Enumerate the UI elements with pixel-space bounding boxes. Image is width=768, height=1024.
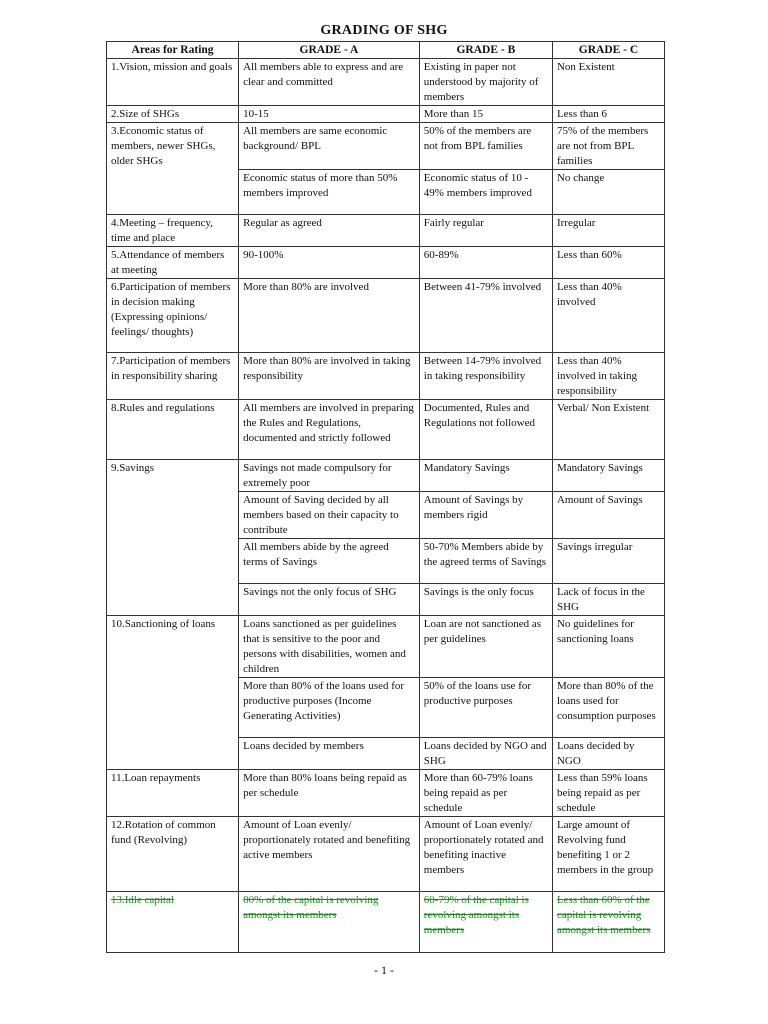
grade-b-cell-text: Documented, Rules and Regulations not followed xyxy=(423,402,536,429)
area-cell xyxy=(107,460,239,492)
grade-b-cell xyxy=(419,353,552,400)
grade-b-cell-text: Amount of Savings by members rigid xyxy=(423,494,524,521)
grade-c-cell-text: Less than 40% involved in taking responsibility xyxy=(556,355,637,397)
area-cell xyxy=(107,170,239,215)
grade-b-cell xyxy=(419,123,552,170)
grade-c-cell xyxy=(552,539,664,584)
grade-c-cell xyxy=(552,59,664,106)
grade-c-cell-text: Less than 60% xyxy=(556,249,622,261)
grade-c-cell-text: Large amount of Revolving fund benefiting 1 or 2 members in the group xyxy=(556,819,654,876)
area-cell xyxy=(107,279,239,353)
grade-b-cell xyxy=(419,616,552,678)
grade-b-cell xyxy=(419,460,552,492)
grade-c-cell xyxy=(552,247,664,279)
table-row xyxy=(107,460,665,492)
table-row xyxy=(107,123,665,170)
grade-c-cell xyxy=(552,770,664,817)
grading-table xyxy=(106,41,665,953)
grade-b-cell xyxy=(419,892,552,953)
grade-c-cell-text: Irregular xyxy=(556,217,596,229)
grade-b-cell xyxy=(419,215,552,247)
table-row xyxy=(107,170,665,215)
area-cell-text: 10.Sanctioning of loans xyxy=(111,618,216,630)
table-row xyxy=(107,353,665,400)
area-cell-text: 11.Loan repayments xyxy=(111,772,201,784)
grade-c-cell xyxy=(552,584,664,616)
grade-b-cell-text: Loans decided by NGO and SHG xyxy=(423,740,547,767)
grade-a-cell xyxy=(239,170,420,215)
grade-a-cell-text: All members able to express and are clear and committed xyxy=(243,61,404,88)
area-cell-text: 2.Size of SHGs xyxy=(111,108,180,120)
area-cell-text: 13.Idle capital xyxy=(111,894,174,906)
grade-a-cell xyxy=(239,59,420,106)
grade-c-cell xyxy=(552,400,664,460)
area-cell-text: 3.Economic status of members, newer SHGs, older SHGs xyxy=(111,125,216,167)
area-cell-text: 5.Attendance of members at meeting xyxy=(111,249,225,276)
area-cell xyxy=(107,738,239,770)
grade-a-cell xyxy=(239,400,420,460)
grade-b-cell xyxy=(419,59,552,106)
grade-a-cell xyxy=(239,738,420,770)
grade-c-cell-text: Loans decided by NGO xyxy=(556,740,635,767)
table-row xyxy=(107,678,665,738)
grade-c-cell-text: Amount of Savings xyxy=(556,494,643,506)
area-cell-text: 8.Rules and regulations xyxy=(111,402,215,414)
grade-a-cell xyxy=(239,353,420,400)
grade-a-cell-text: 10-15 xyxy=(243,108,269,120)
grade-c-cell xyxy=(552,616,664,678)
grade-c-cell xyxy=(552,678,664,738)
grade-c-cell-text: Less than 60% of the capital is revolving amongst its members xyxy=(556,894,651,936)
grade-b-cell xyxy=(419,817,552,892)
grade-a-cell-text: All members are involved in preparing the Rules and Regulations, documented and strictly followed xyxy=(243,402,414,444)
grade-b-cell xyxy=(419,247,552,279)
area-cell-text: 9.Savings xyxy=(111,462,155,474)
area-cell xyxy=(107,106,239,123)
grade-b-cell xyxy=(419,584,552,616)
table-row xyxy=(107,492,665,539)
grade-b-cell-text: 50% of the members are not from BPL families xyxy=(423,125,532,152)
area-cell xyxy=(107,123,239,170)
table-row xyxy=(107,738,665,770)
header-areas: Areas for Rating xyxy=(107,42,239,59)
grade-b-cell xyxy=(419,106,552,123)
grade-b-cell-text: Existing in paper not understood by majority of members xyxy=(423,61,539,103)
grade-b-cell-text: Savings is the only focus xyxy=(423,586,534,598)
table-row xyxy=(107,247,665,279)
area-cell-text: 1.Vision, mission and goals xyxy=(111,61,233,73)
table-row xyxy=(107,59,665,106)
grade-a-cell-text: 80% of the capital is revolving amongst its members xyxy=(243,894,379,921)
grade-c-cell xyxy=(552,738,664,770)
grade-c-cell-text: No guidelines for sanctioning loans xyxy=(556,618,634,645)
grade-a-cell-text: Loans sanctioned as per guidelines that is sensitive to the poor and persons with disabilities, women and children xyxy=(243,618,406,675)
grade-a-cell-text: More than 80% loans being repaid as per schedule xyxy=(243,772,407,799)
table-row xyxy=(107,616,665,678)
grade-a-cell xyxy=(239,106,420,123)
area-cell xyxy=(107,353,239,400)
grade-c-cell xyxy=(552,123,664,170)
area-cell-text: 12.Rotation of common fund (Revolving) xyxy=(111,819,216,846)
grade-b-cell xyxy=(419,279,552,353)
grade-a-cell xyxy=(239,539,420,584)
grade-a-cell-text: More than 80% are involved in taking responsibility xyxy=(243,355,411,382)
area-cell-text: 4.Meeting – frequency, time and place xyxy=(111,217,213,244)
area-cell-text: 7.Participation of members in responsibility sharing xyxy=(111,355,231,382)
grade-a-cell-text: Regular as agreed xyxy=(243,217,322,229)
header-grade-a: GRADE - A xyxy=(239,42,420,59)
page-number: - 1 - xyxy=(374,963,394,977)
area-cell xyxy=(107,892,239,953)
grade-a-cell xyxy=(239,678,420,738)
grade-a-cell-text: Amount of Saving decided by all members based on their capacity to contribute xyxy=(243,494,399,536)
grade-c-cell xyxy=(552,215,664,247)
grade-b-cell-text: More than 60-79% loans being repaid as per schedule xyxy=(423,772,533,814)
grade-b-cell-text: Fairly regular xyxy=(423,217,484,229)
grade-c-cell xyxy=(552,892,664,953)
area-cell xyxy=(107,400,239,460)
grade-a-cell-text: Savings not made compulsory for extremely poor xyxy=(243,462,392,489)
table-row xyxy=(107,892,665,953)
grade-c-cell xyxy=(552,353,664,400)
area-cell xyxy=(107,215,239,247)
grade-a-cell-text: All members are same economic background/ BPL xyxy=(243,125,388,152)
area-cell xyxy=(107,770,239,817)
grade-a-cell xyxy=(239,584,420,616)
grade-b-cell-text: More than 15 xyxy=(423,108,484,120)
grade-c-cell-text: Less than 40% involved xyxy=(556,281,622,308)
grade-b-cell-text: Between 41-79% involved xyxy=(423,281,542,293)
grade-c-cell xyxy=(552,492,664,539)
grade-a-cell xyxy=(239,616,420,678)
grade-a-cell-text: Amount of Loan evenly/ proportionately rotated and benefiting active members xyxy=(243,819,411,861)
grade-c-cell-text: Savings irregular xyxy=(556,541,633,553)
grade-a-cell-text: Economic status of more than 50% members improved xyxy=(243,172,398,199)
grade-b-cell xyxy=(419,400,552,460)
grade-a-cell xyxy=(239,123,420,170)
grade-c-cell-text: Non Existent xyxy=(556,61,615,73)
grade-a-cell-text: More than 80% of the loans used for productive purposes (Income Generating Activities) xyxy=(243,680,405,722)
grade-c-cell xyxy=(552,279,664,353)
grade-a-cell xyxy=(239,460,420,492)
table-row xyxy=(107,770,665,817)
area-cell xyxy=(107,539,239,584)
grade-b-cell xyxy=(419,170,552,215)
table-row xyxy=(107,279,665,353)
grade-b-cell-text: Economic status of 10 - 49% members improved xyxy=(423,172,532,199)
page-title: GRADING OF SHG xyxy=(320,23,448,38)
grade-c-cell xyxy=(552,817,664,892)
grade-a-cell xyxy=(239,892,420,953)
table-row xyxy=(107,584,665,616)
grade-c-cell-text: Less than 6 xyxy=(556,108,608,120)
table-row xyxy=(107,400,665,460)
area-cell xyxy=(107,584,239,616)
table-row xyxy=(107,106,665,123)
grade-a-cell xyxy=(239,492,420,539)
grade-c-cell-text: Lack of focus in the SHG xyxy=(556,586,645,613)
table-row xyxy=(107,817,665,892)
grade-b-cell-text: Between 14-79% involved in taking responsibility xyxy=(423,355,542,382)
grade-b-cell-text: Amount of Loan evenly/ proportionately rotated and benefiting inactive members xyxy=(423,819,544,876)
area-cell xyxy=(107,616,239,678)
area-cell xyxy=(107,59,239,106)
header-grade-b: GRADE - B xyxy=(419,42,552,59)
grade-a-cell xyxy=(239,279,420,353)
grade-c-cell xyxy=(552,460,664,492)
grade-a-cell xyxy=(239,247,420,279)
area-cell xyxy=(107,678,239,738)
area-cell xyxy=(107,817,239,892)
grade-c-cell-text: Mandatory Savings xyxy=(556,462,643,474)
area-cell xyxy=(107,492,239,539)
area-cell xyxy=(107,247,239,279)
grade-b-cell-text: Mandatory Savings xyxy=(423,462,510,474)
header-grade-c: GRADE - C xyxy=(552,42,664,59)
grade-c-cell-text: Less than 59% loans being repaid as per schedule xyxy=(556,772,648,814)
grade-c-cell xyxy=(552,170,664,215)
grade-b-cell xyxy=(419,492,552,539)
grade-b-cell-text: Loan are not sanctioned as per guidelines xyxy=(423,618,542,645)
grade-a-cell-text: All members abide by the agreed terms of Savings xyxy=(243,541,389,568)
table-header-row xyxy=(107,42,665,59)
grade-c-cell-text: Verbal/ Non Existent xyxy=(556,402,650,414)
grade-c-cell-text: More than 80% of the loans used for consumption purposes xyxy=(556,680,656,722)
grade-a-cell-text: More than 80% are involved xyxy=(243,281,369,293)
grade-b-cell xyxy=(419,678,552,738)
grade-b-cell xyxy=(419,539,552,584)
table-row xyxy=(107,215,665,247)
grade-a-cell xyxy=(239,770,420,817)
grade-a-cell xyxy=(239,215,420,247)
grade-a-cell-text: Loans decided by members xyxy=(243,740,364,752)
grade-c-cell-text: No change xyxy=(556,172,605,184)
grade-c-cell xyxy=(552,106,664,123)
grade-a-cell xyxy=(239,817,420,892)
grade-b-cell-text: 50-70% Members abide by the agreed terms of Savings xyxy=(423,541,546,568)
grade-a-cell-text: 90-100% xyxy=(243,249,284,261)
grade-b-cell xyxy=(419,738,552,770)
grade-b-cell xyxy=(419,770,552,817)
grade-b-cell-text: 50% of the loans use for productive purposes xyxy=(423,680,532,707)
grade-b-cell-text: 60-79% of the capital is revolving amongst its members xyxy=(423,894,529,936)
grade-c-cell-text: 75% of the members are not from BPL families xyxy=(556,125,649,167)
table-row xyxy=(107,539,665,584)
grade-a-cell-text: Savings not the only focus of SHG xyxy=(243,586,397,598)
area-cell-text: 6.Participation of members in decision making (Expressing opinions/ feelings/ thoughts) xyxy=(111,281,231,338)
grade-b-cell-text: 60-89% xyxy=(423,249,459,261)
